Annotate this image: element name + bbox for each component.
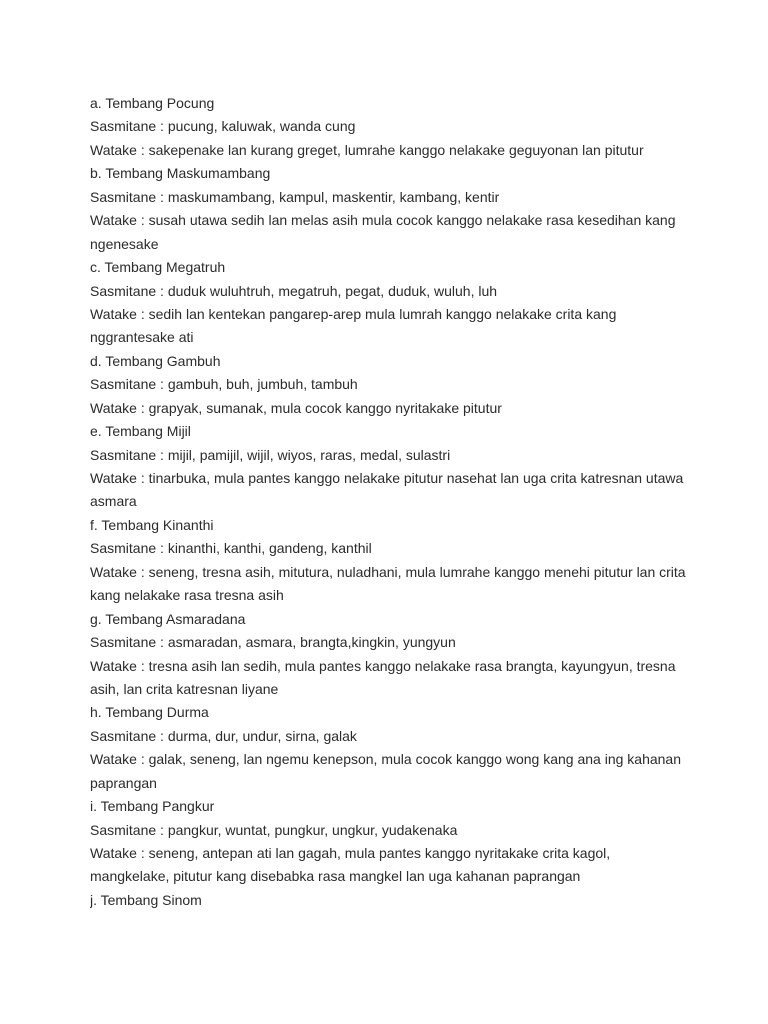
sasmitane-megatruh: Sasmitane : duduk wuluhtruh, megatruh, pegat, duduk, wuluh, luh (90, 282, 498, 299)
sasmitane-gambuh: Sasmitane : gambuh, buh, jumbuh, tambuh (90, 376, 358, 393)
heading-maskumambang: b. Tembang Maskumambang (90, 165, 271, 182)
heading-durma: h. Tembang Durma (90, 704, 209, 721)
watake-pangkur-cont: mangkelake, pitutur kang disebabka rasa mangkel lan uga kahanan paprangan (90, 868, 581, 885)
sasmitane-pocung: Sasmitane : pucung, kaluwak, wanda cung (90, 118, 356, 135)
watake-mijil: Watake : tinarbuka, mula pantes kanggo nelakake pitutur nasehat lan uga crita katresnan utawa (90, 470, 684, 486)
document-body (90, 92, 690, 912)
sasmitane-mijil: Sasmitane : mijil, pamijil, wijil, wiyos, raras, medal, sulastri (90, 446, 451, 463)
watake-pocung: Watake : sakepenake lan kurang greget, lumrahe kanggo nelakake geguyonan lan pitutur (90, 141, 644, 158)
watake-kinanthi-cont: kang nelakake rasa tresna asih (90, 587, 284, 604)
watake-maskumambang-cont: ngenesake (90, 235, 159, 252)
heading-pangkur: i. Tembang Pangkur (90, 798, 215, 815)
watake-gambuh: Watake : grapyak, sumanak, mula cocok kanggo nyritakake pitutur (90, 399, 502, 416)
watake-mijil-cont: asmara (90, 493, 137, 510)
watake-durma-cont: paprangan (90, 774, 157, 791)
heading-kinanthi: f. Tembang Kinanthi (90, 516, 214, 533)
watake-asmaradana-cont: asih, lan crita katresnan liyane (90, 680, 279, 697)
watake-asmaradana: Watake : tresna asih lan sedih, mula pantes kanggo nelakake rasa brangta, kayungyun, tresna (90, 657, 676, 674)
heading-sinom: j. Tembang Sinom (90, 891, 202, 908)
watake-pangkur: Watake : seneng, antepan ati lan gagah, mula pantes kanggo nyritakake crita kagol, (90, 845, 611, 861)
sasmitane-asmaradana: Sasmitane : asmaradan, asmara, brangta,kingkin, yungyun (90, 634, 456, 651)
heading-megatruh: c. Tembang Megatruh (90, 259, 226, 276)
heading-gambuh: d. Tembang Gambuh (90, 352, 221, 369)
watake-maskumambang: Watake : susah utawa sedih lan melas asih mula cocok kanggo nelakake rasa kesedihan kang (90, 212, 676, 229)
heading-pocung: a. Tembang Pocung (90, 95, 215, 111)
watake-megatruh-cont: nggrantesake ati (90, 329, 194, 346)
watake-durma: Watake : galak, seneng, lan ngemu kenepson, mula cocok kanggo wong kang ana ing kahanan (90, 751, 681, 768)
sasmitane-pangkur: Sasmitane : pangkur, wuntat, pungkur, ungkur, yudakenaka (90, 821, 458, 838)
sasmitane-kinanthi: Sasmitane : kinanthi, kanthi, gandeng, kanthil (90, 540, 372, 557)
sasmitane-durma: Sasmitane : durma, dur, undur, sirna, galak (90, 727, 357, 744)
watake-kinanthi: Watake : seneng, tresna asih, mitutura, nuladhani, mula lumrahe kanggo menehi pitutur lan crita (90, 563, 686, 580)
sasmitane-maskumambang: Sasmitane : maskumambang, kampul, maskentir, kambang, kentir (90, 188, 500, 205)
heading-asmaradana: g. Tembang Asmaradana (90, 610, 246, 627)
watake-megatruh: Watake : sedih lan kentekan pangarep-arep mula lumrah kanggo nelakake crita kang (90, 305, 617, 322)
heading-mijil: e. Tembang Mijil (90, 423, 191, 440)
